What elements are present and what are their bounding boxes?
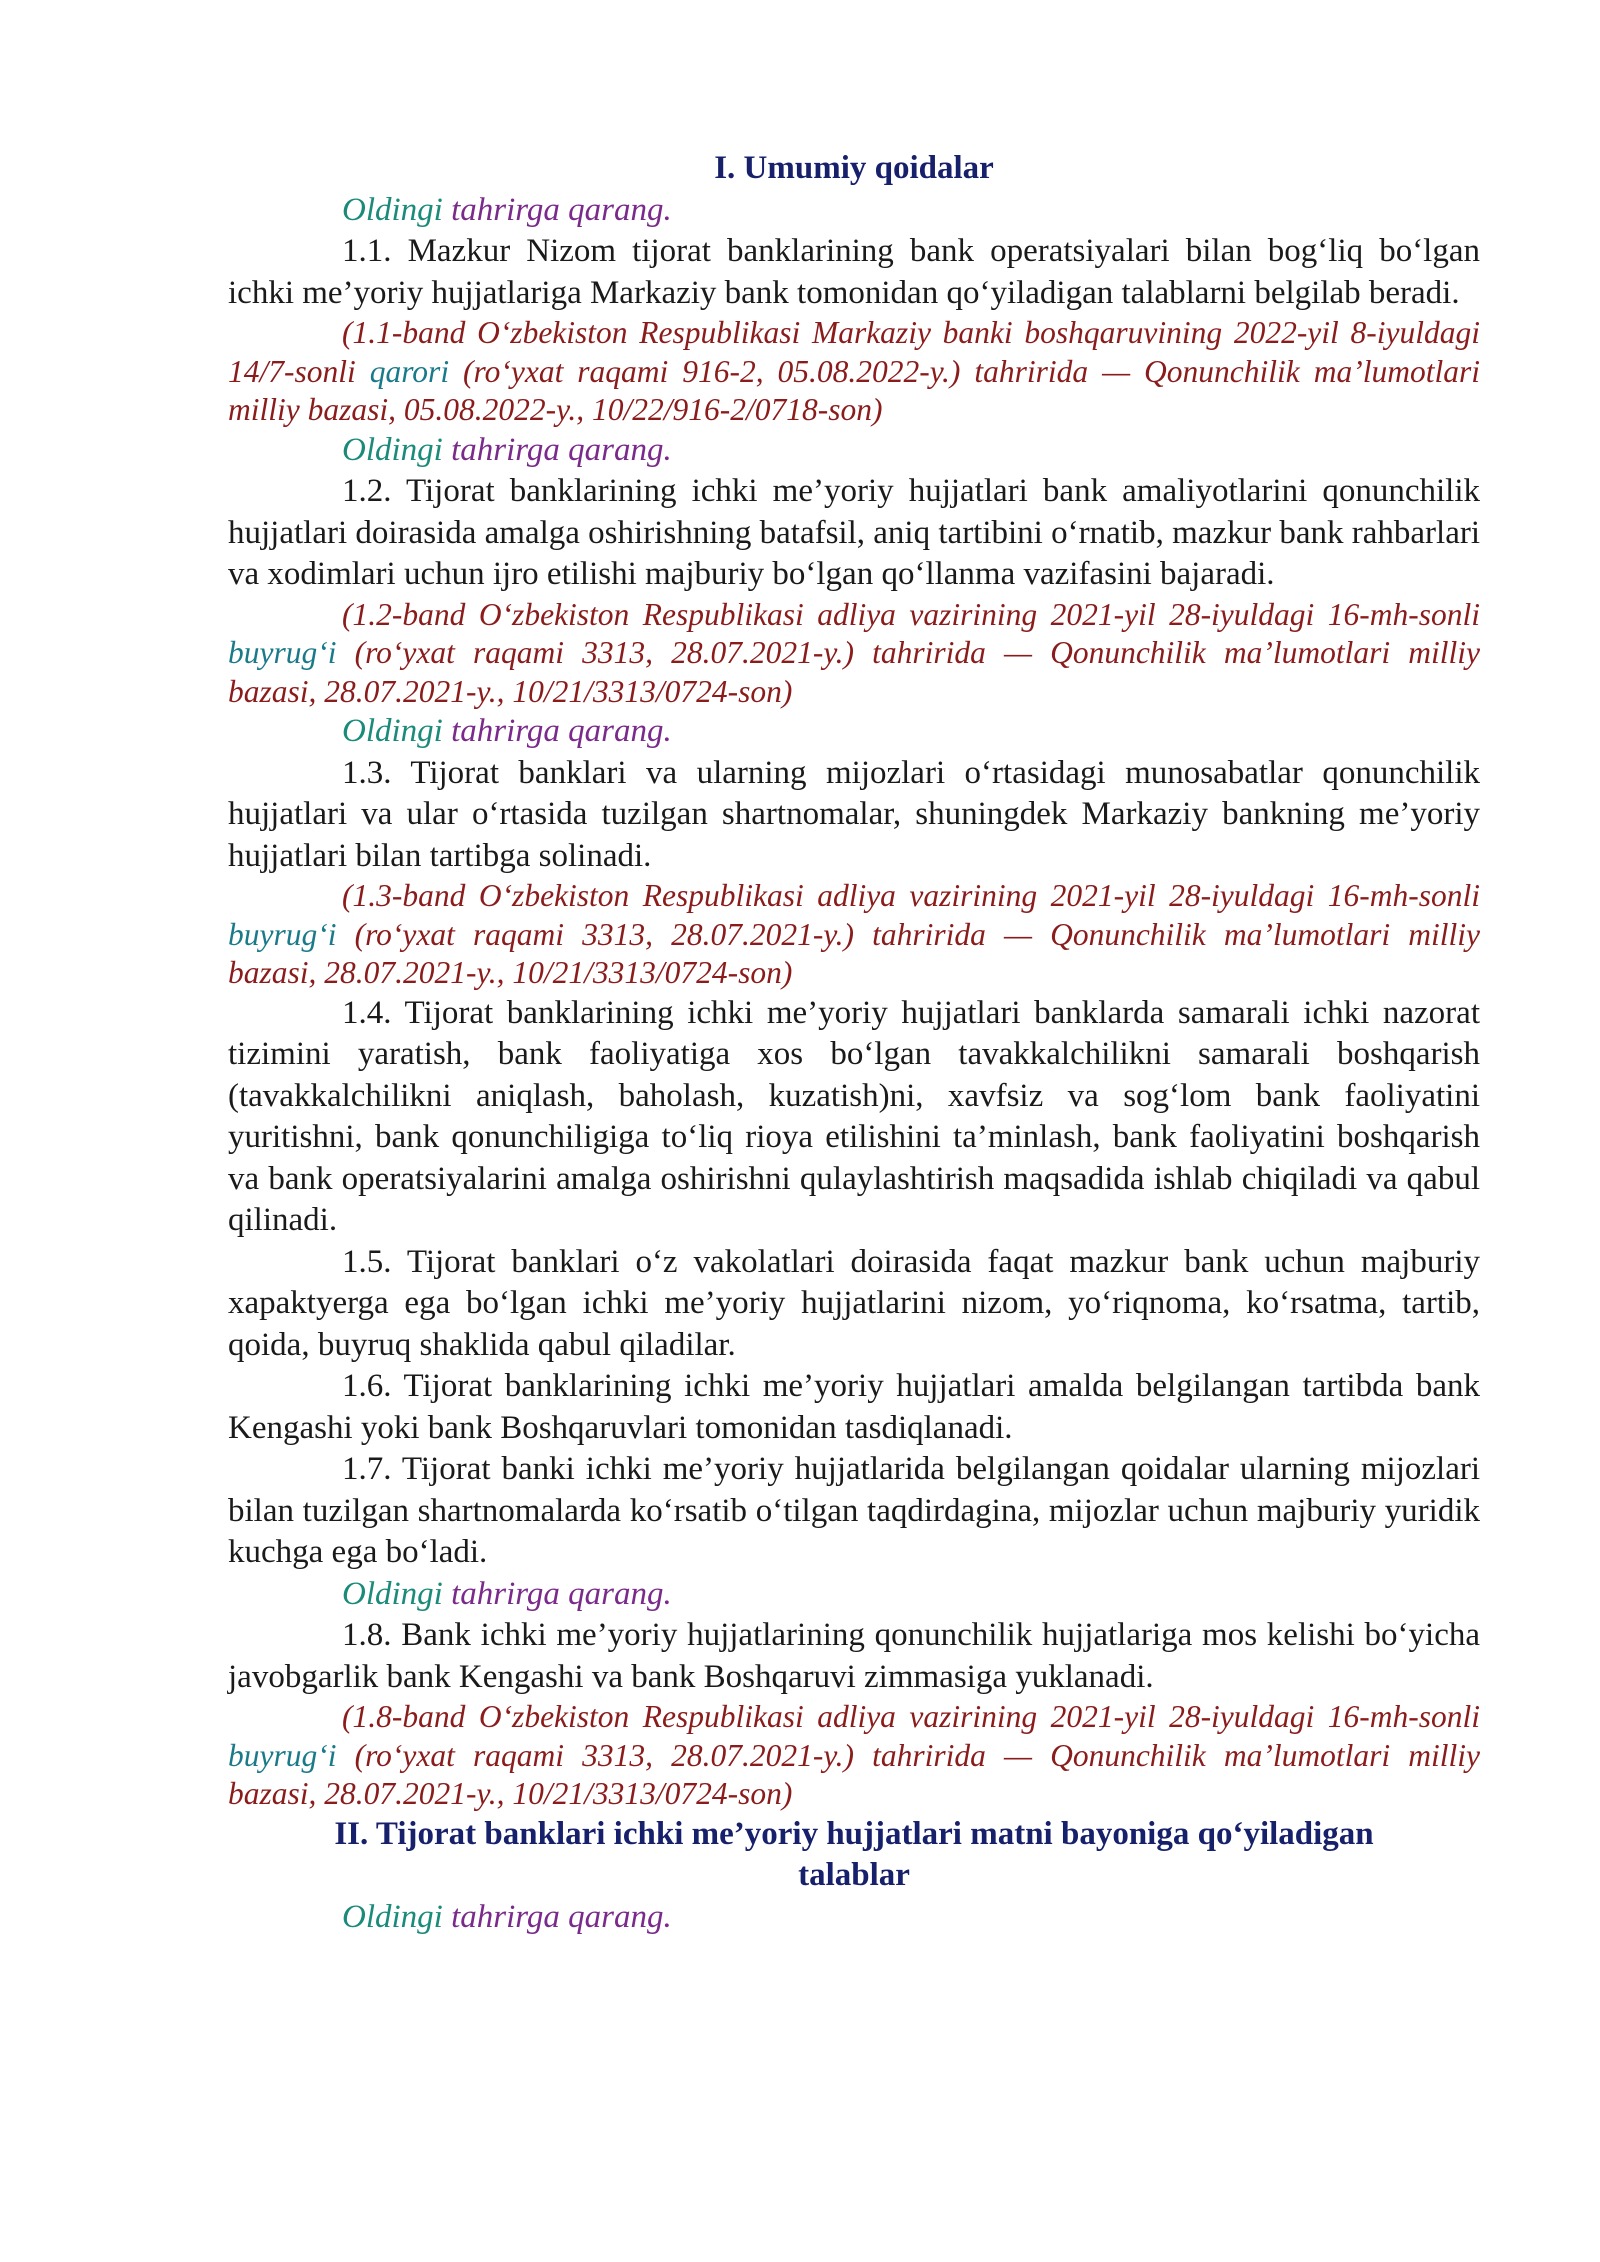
previous-edition-link[interactable]	[228, 430, 1480, 472]
note-link-buyrugi[interactable]: buyrug‘i	[228, 916, 337, 952]
previous-edition-link[interactable]	[228, 1574, 1480, 1616]
previous-edition-word: Oldingi	[342, 1575, 443, 1612]
note-text: (ro‘yxat raqami 3313, 28.07.2021-y.) tahririda — Qonunchilik ma’lumotlari milliy bazasi, 28.07.2021-y., 10/21/3313/0724-son)	[228, 635, 1480, 709]
previous-edition-rest: tahrirga qarang.	[451, 713, 672, 749]
amendment-note-1-3	[228, 877, 1480, 993]
paragraph-1-1: 1.1. Mazkur Nizom tijorat banklarining bank operatsiyalari bilan bog‘liq bo‘lgan ichki me’yoriy hujjatlariga Markaziy bank tomonidan qo‘yiladigan talablarni belgilab beradi.	[228, 233, 1480, 311]
amendment-note-1-2	[228, 596, 1480, 712]
section-2-title-line-2: talablar	[798, 1857, 910, 1893]
note-text: (ro‘yxat raqami 3313, 28.07.2021-y.) tahririda — Qonunchilik ma’lumotlari milliy bazasi, 28.07.2021-y., 10/21/3313/0724-son)	[228, 916, 1480, 990]
paragraph-1-4: 1.4. Tijorat banklarining ichki me’yoriy hujjatlari banklarda samarali ichki nazorat tizimini yaratish, bank faoliyatiga xos bo‘lgan tavakkalchilikni samarali boshqarish (tavakkalchilikni aniqlash, baholash, kuzatish)ni, xavfsiz va sog‘lom bank faoliyatini yuritishni, bank qonunchiligiga to‘liq rioya etilishini ta’minlash, bank faoliyatini boshqarish va bank operatsiyalarini amalga oshirishni qulaylashtirish maqsadida ishlab chiqiladi va qabul qilinadi.	[228, 994, 1480, 1238]
previous-edition-rest: tahrirga qarang.	[451, 191, 672, 228]
section-2-title-line-1: II. Tijorat banklari ichki me’yoriy hujjatlari matni bayoniga qo‘yiladigan	[334, 1815, 1374, 1852]
note-link-buyrugi[interactable]: buyrug‘i	[228, 1737, 337, 1773]
previous-edition-word: Oldingi	[342, 1898, 443, 1935]
amendment-note-1-8	[228, 1698, 1480, 1814]
document-page	[228, 148, 1480, 1938]
paragraph-1-2: 1.2. Tijorat banklarining ichki me’yoriy hujjatlari bank amaliyotlarini qonunchilik hujjatlari doirasida amalga oshirishning batafsil, aniq tartibini o‘rnatib, mazkur bank rahbarlari va xodimlari uchun ijro etilishi majburiy bo‘lgan qo‘llanma vazifasini bajaradi.	[228, 473, 1480, 592]
section-1-title: I. Umumiy qoidalar	[714, 150, 994, 186]
previous-edition-word: Oldingi	[342, 431, 443, 468]
previous-edition-link[interactable]	[228, 711, 1480, 753]
previous-edition-rest: tahrirga qarang.	[451, 1898, 672, 1935]
amendment-note-1-1	[228, 314, 1480, 430]
note-text: (1.2-band O‘zbekiston Respublikasi adliya vazirining 2021-yil 28-iyuldagi 16-mh-sonli	[342, 596, 1480, 632]
section-2-title	[228, 1814, 1480, 1897]
previous-edition-link[interactable]	[228, 1897, 1480, 1939]
note-text: (1.8-band O‘zbekiston Respublikasi adliya vazirining 2021-yil 28-iyuldagi 16-mh-sonli	[342, 1699, 1480, 1734]
note-link-buyrugi[interactable]: buyrug‘i	[228, 635, 337, 670]
paragraph-1-5: 1.5. Tijorat banklari o‘z vakolatlari doirasida faqat mazkur bank uchun majburiy xapaktyerga ega bo‘lgan ichki me’yoriy hujjatlarini nizom, yo‘riqnoma, ko‘rsatma, tartib, qoida, buyruq shaklida qabul qiladilar.	[228, 1243, 1480, 1363]
note-link-qarori[interactable]: qarori	[369, 353, 450, 389]
paragraph-1-3: 1.3. Tijorat banklari va ularning mijozlari o‘rtasidagi munosabatlar qonunchilik hujjatlari va ular o‘rtasida tuzilgan shartnomalar, shuningdek Markaziy bankning me’yoriy hujjatlari bilan tartibga solinadi.	[228, 754, 1480, 874]
previous-edition-rest: tahrirga qarang.	[451, 431, 672, 468]
previous-edition-rest: tahrirga qarang.	[451, 1575, 672, 1612]
paragraph-1-6: 1.6. Tijorat banklarining ichki me’yoriy hujjatlari amalda belgilangan tartibda bank Kengashi yoki bank Boshqaruvlari tomonidan tasdiqlanadi.	[228, 1368, 1480, 1446]
paragraph-1-7: 1.7. Tijorat banki ichki me’yoriy hujjatlarida belgilangan qoidalar ularning mijozlari bilan tuzilgan shartnomalarda ko‘rsatib o‘tilgan taqdirdagina, mijozlar uchun majburiy yuridik kuchga ega bo‘ladi.	[228, 1451, 1480, 1570]
previous-edition-word: Oldingi	[342, 713, 443, 749]
previous-edition-word: Oldingi	[342, 191, 443, 228]
note-text: (ro‘yxat raqami 3313, 28.07.2021-y.) tahririda — Qonunchilik ma’lumotlari milliy bazasi, 28.07.2021-y., 10/21/3313/0724-son)	[228, 1737, 1480, 1811]
note-text: (ro‘yxat raqami 916-2, 05.08.2022-y.) tahririda — Qonunchilik ma’lumotlari milliy bazasi, 05.08.2022-y., 10/22/916-2/0718-son)	[228, 353, 1480, 427]
note-text: (1.1-band O‘zbekiston Respublikasi Markaziy banki boshqaruvining 2022-yil 8-iyuldagi 14/7-sonli	[228, 315, 1480, 389]
previous-edition-link[interactable]	[228, 190, 1480, 232]
note-text: (1.3-band O‘zbekiston Respublikasi adliya vazirining 2021-yil 28-iyuldagi 16-mh-sonli	[342, 878, 1480, 913]
paragraph-1-8: 1.8. Bank ichki me’yoriy hujjatlarining qonunchilik hujjatlariga mos kelishi bo‘yicha javobgarlik bank Kengashi va bank Boshqaruvi zimmasiga yuklanadi.	[228, 1617, 1480, 1695]
